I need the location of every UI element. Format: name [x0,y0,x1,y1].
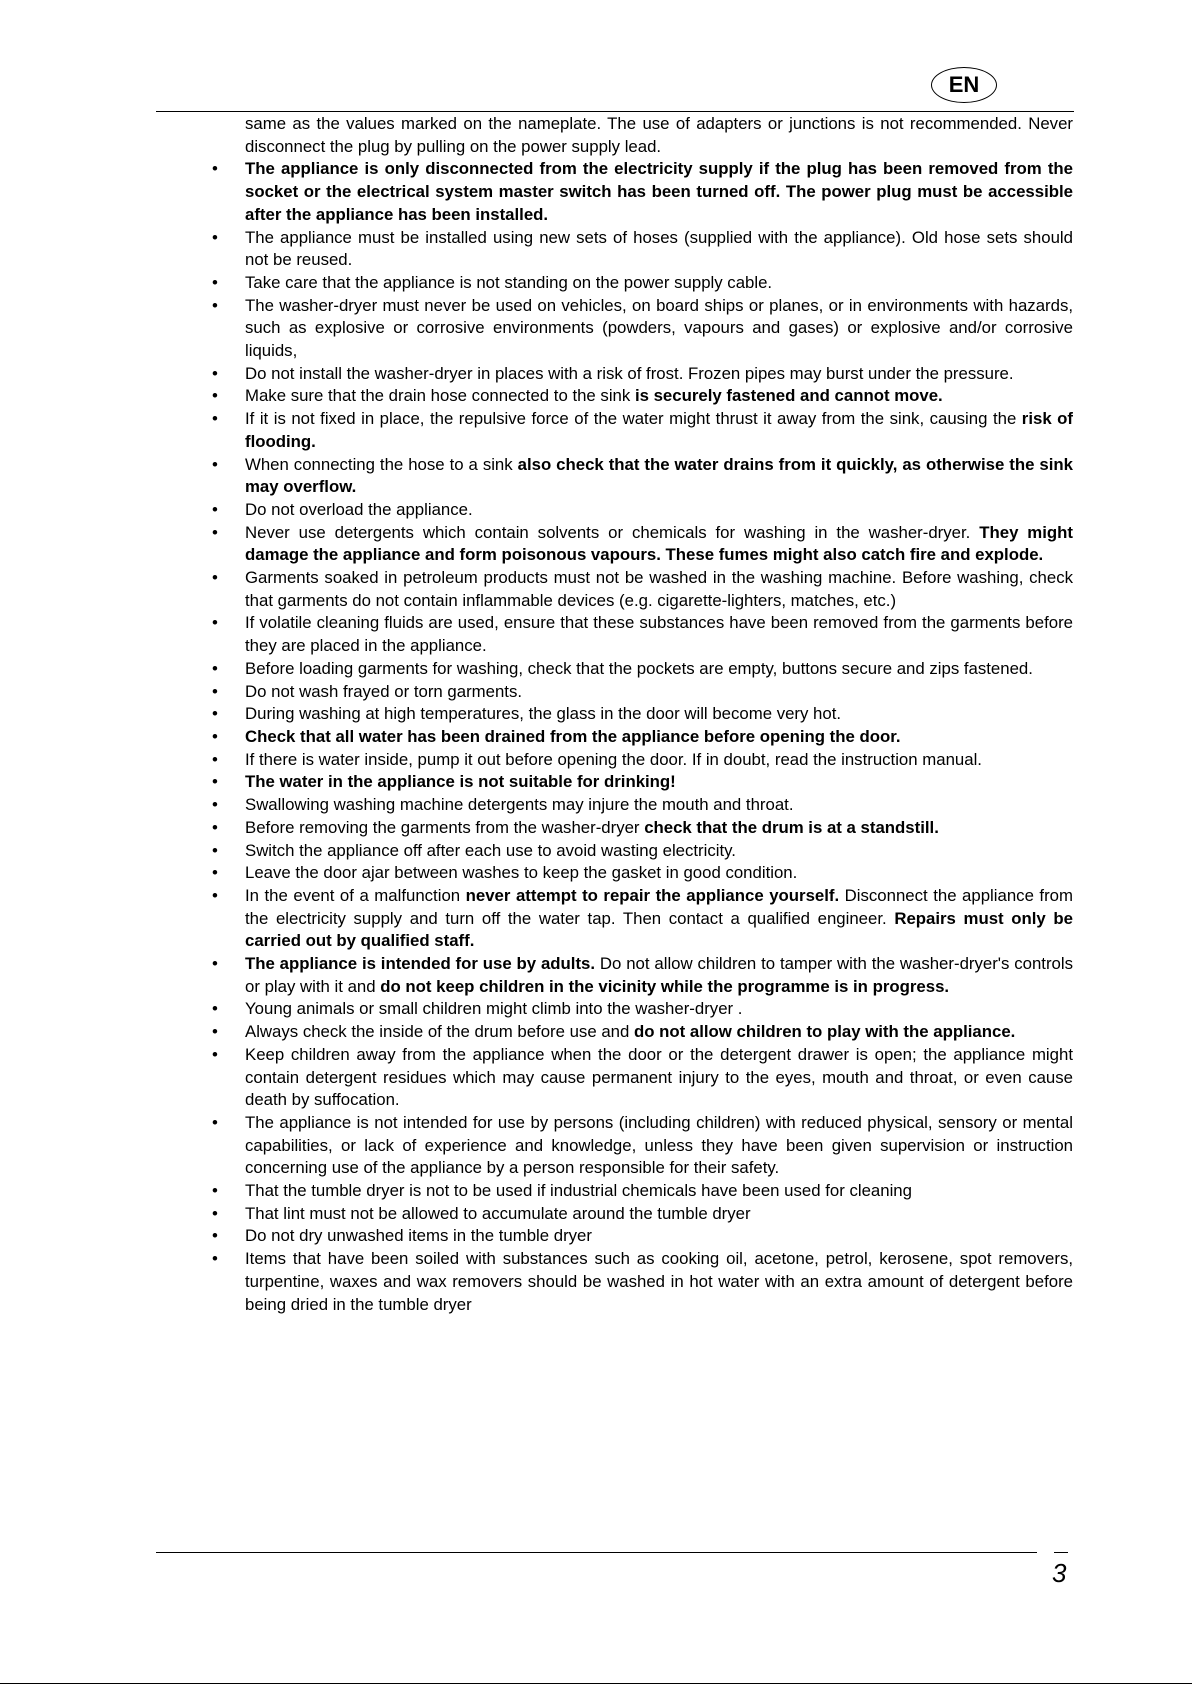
safety-item-text: That the tumble dryer is not to be used if industrial chemicals have been used for cleaning [245,1181,912,1201]
bullet-dot-icon: • [212,681,218,701]
safety-item-emphasis: They might damage the appliance and form poisonous vapours. These fumes might also catch fire and explode. [245,522,1073,565]
safety-item-text: Before loading garments for washing, check that the pockets are empty, buttons secure and zips fastened. [245,658,1033,678]
safety-item [205,1203,1073,1226]
bullet-dot-icon: • [212,613,218,633]
bullet-dot-icon: • [212,272,218,292]
safety-item-text: Make sure that the drain hose connected to the sink [245,386,635,406]
safety-item [205,408,1073,453]
safety-item-text: That lint must not be allowed to accumulate around the tumble dryer [245,1203,751,1223]
safety-item-text: When connecting the hose to a sink [245,454,518,474]
bullet-dot-icon: • [212,817,218,837]
safety-item-text: Garments soaked in petroleum products must not be washed in the washing machine. Before washing, check that garments do not contain inflammable devices (e.g. cigarette-lighters, matches, etc.) [245,568,1073,610]
safety-item-text: The appliance must be installed using new sets of hoses (supplied with the appliance). Old hose sets should not be reused. [245,227,1073,270]
safety-item-text: Take care that the appliance is not standing on the power supply cable. [245,272,773,292]
footer-divider [156,1552,1037,1553]
safety-item [205,499,1073,522]
safety-item [205,862,1073,885]
bullet-dot-icon: • [212,863,218,883]
safety-item-text: In the event of a malfunction [245,885,466,905]
bullet-dot-icon: • [212,386,218,406]
bullet-dot-icon: • [212,295,218,315]
safety-item-text: During washing at high temperatures, the glass in the door will become very hot. [245,704,842,724]
safety-item-text: Switch the appliance off after each use to avoid wasting electricity. [245,840,736,860]
bullet-dot-icon: • [212,568,218,588]
safety-item-text: If it is not fixed in place, the repulsive force of the water might thrust it away from the sink, causing the [245,409,1022,429]
bullet-dot-icon: • [212,522,218,542]
safety-item-text: Swallowing washing machine detergents may injure the mouth and throat. [245,795,794,815]
safety-item-emphasis: Check that all water has been drained from the appliance before opening the door. [245,726,901,746]
safety-item [205,794,1073,817]
bullet-dot-icon: • [212,363,218,383]
safety-item [205,158,1073,226]
language-code: EN [948,72,980,97]
bullet-dot-icon: • [212,454,218,474]
safety-item-emphasis: do not keep children in the vicinity while the programme is in progress. [380,976,950,996]
safety-item [205,522,1073,567]
safety-item-emphasis: risk of flooding. [245,409,1073,451]
safety-item [205,454,1073,499]
safety-item [205,703,1073,726]
safety-item [205,567,1073,612]
bullet-dot-icon: • [212,1181,218,1201]
safety-item-text: Do not overload the appliance. [245,499,473,519]
safety-item [205,681,1073,704]
bullet-dot-icon: • [212,1044,218,1064]
bullet-dot-icon: • [212,954,218,974]
safety-item-text: Do not wash frayed or torn garments. [245,681,523,701]
safety-item [205,363,1073,386]
safety-item [205,385,1073,408]
bullet-dot-icon: • [212,840,218,860]
safety-item [205,1044,1073,1112]
safety-item-text: The appliance is not intended for use by persons (including children) with reduced physical, sensory or mental capabilities, or lack of experience and knowledge, unless they have been given supervision or instruction concerning use of the appliance by a person responsible for their safety. [245,1112,1073,1178]
safety-item [205,1021,1073,1044]
safety-item-text: The washer-dryer must never be used on vehicles, on board ships or planes, or in environments with hazards, such as explosive or corrosive environments (powders, vapours and gases) or explosive and/or corrosive liquids, [245,295,1073,361]
bullet-dot-icon: • [212,749,218,769]
bullet-dot-icon: • [212,704,218,724]
safety-item-text: Leave the door ajar between washes to keep the gasket in good condition. [245,863,798,883]
safety-item-emphasis: The water in the appliance is not suitable for drinking! [245,772,676,792]
safety-item-text: Keep children away from the appliance when the door or the detergent drawer is open; the appliance might contain detergent residues which may cause permanent injury to the eyes, mouth and throat, or even cause death by suffocation. [245,1044,1073,1110]
safety-item-emphasis: check that the drum is at a standstill. [644,817,939,837]
safety-item [205,612,1073,657]
bullet-dot-icon: • [212,499,218,519]
safety-item [205,771,1073,794]
bullet-dot-icon: • [212,1226,218,1246]
safety-item-emphasis: do not allow children to play with the appliance. [633,1022,1016,1042]
safety-item [205,1180,1073,1203]
safety-item-text: Do not dry unwashed items in the tumble dryer [245,1226,592,1246]
bullet-dot-icon: • [212,658,218,678]
safety-item-text: Young animals or small children might climb into the washer-dryer . [245,999,743,1019]
bullet-dot-icon: • [212,772,218,792]
safety-item [205,1112,1073,1180]
bullet-dot-icon: • [212,1249,218,1269]
safety-item-text: Do not install the washer-dryer in places with a risk of frost. Frozen pipes may burst under the pressure. [245,363,1014,383]
safety-item [205,840,1073,863]
safety-item [205,998,1073,1021]
bullet-dot-icon: • [212,999,218,1019]
safety-item [205,726,1073,749]
safety-item-emphasis: is securely fastened and cannot move. [634,386,943,406]
safety-item [205,1248,1073,1316]
safety-item-text: If there is water inside, pump it out before opening the door. If in doubt, read the instruction manual. [245,749,982,769]
safety-item [205,817,1073,840]
bullet-dot-icon: • [212,409,218,429]
safety-item-text: Before removing the garments from the washer-dryer [245,817,645,837]
safety-item [205,1225,1073,1248]
safety-item [205,885,1073,953]
bullet-dot-icon: • [212,795,218,815]
continued-paragraph: same as the values marked on the nameplate. The use of adapters or junctions is not recommended. Never disconnect the plug by pulling on the power supply lead. [245,114,1073,156]
bullet-dot-icon: • [212,1112,218,1132]
bullet-dot-icon: • [212,227,218,247]
safety-item [205,295,1073,363]
safety-item [205,272,1073,295]
bullet-dot-icon: • [212,1022,218,1042]
safety-item-text: Do not allow children to tamper with the washer-dryer's controls or play with it and [245,954,1074,996]
safety-item-emphasis: also check that the water drains from it quickly, as otherwise the sink may overflow. [245,454,1073,497]
safety-item-emphasis: The appliance is intended for use by adults. [245,954,596,974]
language-badge [931,67,997,103]
safety-bullet-list [205,158,1073,1316]
page-number-rule [1054,1552,1068,1553]
safety-item [205,953,1073,998]
safety-item-text: If volatile cleaning fluids are used, ensure that these substances have been removed from the garments before they are placed in the appliance. [245,613,1073,656]
safety-item-text: Disconnect the appliance from the electricity supply and turn off the water tap. Then contact a qualified engineer. [245,885,1073,928]
bullet-dot-icon: • [212,885,218,905]
safety-item-text: Always check the inside of the drum before use and [245,1022,634,1042]
safety-instructions [205,113,1073,1316]
page-edge-line [0,1683,1192,1684]
safety-item [205,658,1073,681]
safety-item [205,749,1073,772]
safety-item-emphasis: Repairs must only be carried out by qualified staff. [245,908,1073,951]
safety-item-text: Never use detergents which contain solvents or chemicals for washing in the washer-dryer. [245,522,980,542]
safety-item-emphasis: never attempt to repair the appliance yourself. [465,885,840,905]
safety-item [205,227,1073,272]
page-number: 3 [1052,1558,1067,1588]
bullet-dot-icon: • [212,159,218,179]
safety-item-emphasis: The appliance is only disconnected from the electricity supply if the plug has been removed from the socket or the electrical system master switch has been turned off. The power plug must be accessible after the appliance has been installed. [245,159,1073,224]
bullet-dot-icon: • [212,1203,218,1223]
bullet-dot-icon: • [212,726,218,746]
safety-item-text: Items that have been soiled with substances such as cooking oil, acetone, petrol, kerosene, spot removers, turpentine, waxes and wax removers should be washed in hot water with an extra amount of detergent before being dried in the tumble dryer [245,1249,1073,1314]
header-divider [156,111,1074,112]
